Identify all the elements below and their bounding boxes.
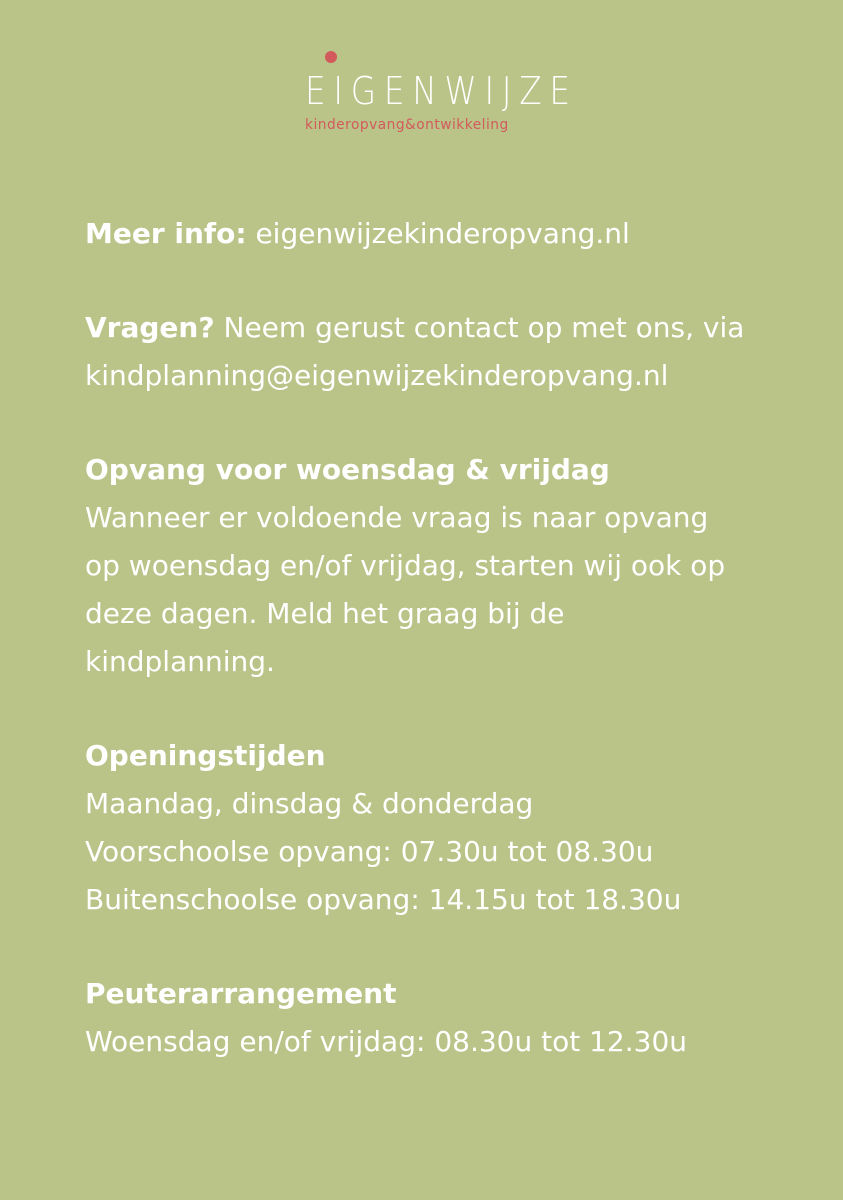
questions-label: Vragen? — [85, 311, 215, 344]
opvang-line-4: kindplanning. — [85, 645, 275, 678]
opvang-heading: Opvang voor woensdag & vrijdag — [85, 453, 610, 486]
logo-wordmark: EIGENWIJZE — [305, 69, 578, 113]
info-label: Meer info: — [85, 217, 247, 250]
info-link[interactable]: eigenwijzekinderopvang.nl — [255, 217, 630, 250]
questions-line-1 — [85, 304, 805, 352]
opvang-line-2: op woensdag en/of vrijdag, starten wij ook op — [85, 549, 726, 582]
questions-email[interactable]: kindplanning@eigenwijzekinderopvang.nl — [85, 359, 669, 392]
opvang-line-1: Wanneer er voldoende vraag is naar opvang — [85, 501, 709, 534]
peuter-line-1: Woensdag en/of vrijdag: 08.30u tot 12.30u — [85, 1025, 688, 1058]
opvang-line-3: deze dagen. Meld het graag bij de — [85, 597, 565, 630]
peuter-heading: Peuterarrangement — [85, 977, 397, 1010]
info-line — [85, 210, 805, 258]
content — [85, 210, 805, 1066]
logo-dot — [325, 51, 337, 63]
openingstijden-line-2: Voorschoolse opvang: 07.30u tot 08.30u — [85, 835, 654, 868]
openingstijden-line-3: Buitenschoolse opvang: 14.15u tot 18.30u — [85, 883, 682, 916]
logo-tagline: kinderopvang&ontwikkeling — [305, 117, 509, 133]
openingstijden-line-1: Maandag, dinsdag & donderdag — [85, 787, 534, 820]
questions-text: Neem gerust contact op met ons, via — [223, 311, 745, 344]
openingstijden-heading: Openingstijden — [85, 739, 326, 772]
